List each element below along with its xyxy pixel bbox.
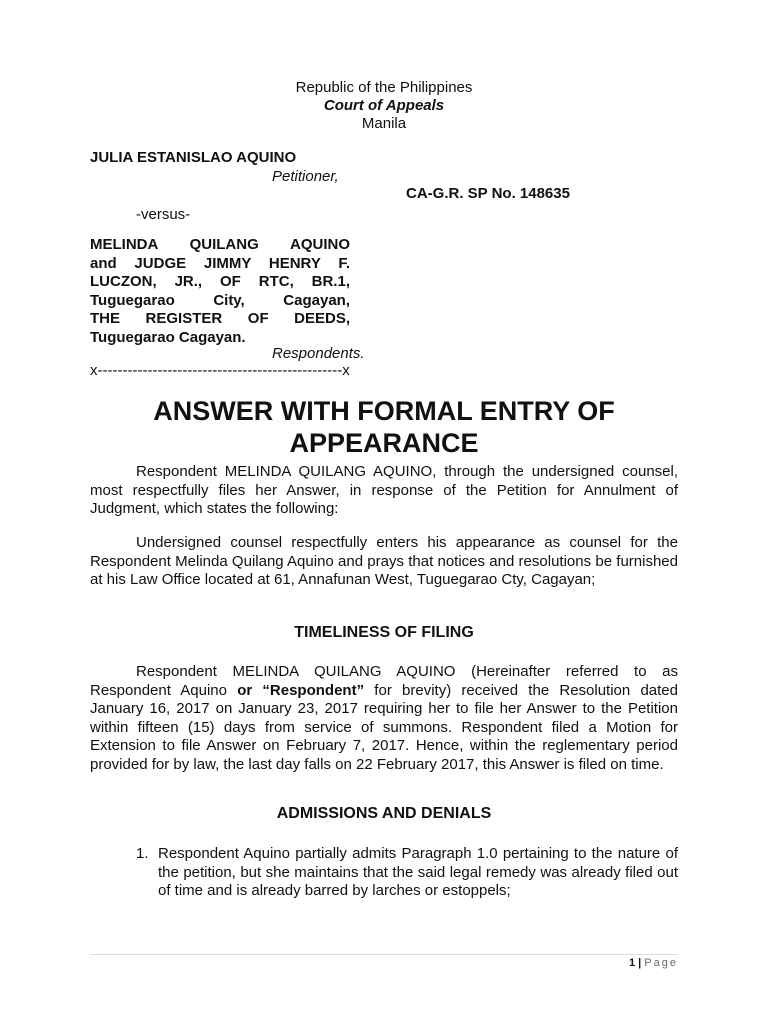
city-line: Manila: [361, 115, 407, 132]
admission-item: [136, 845, 678, 901]
appearance-paragraph: Undersigned counsel respectfully enters his appearance as counsel for the Respondent Melinda Quilang Aquino and prays that notices and resolutions be furnished at his Law Office located at 61, Annafunan West, Tuguegarao Cty, Cagayan;: [90, 534, 678, 589]
timeliness-paragraph: [90, 663, 678, 775]
respondents-role: Respondents.: [272, 345, 365, 362]
respondents-block: [90, 236, 350, 347]
document-title: [0, 395, 768, 459]
title-line-2: APPEARANCE: [289, 428, 479, 458]
timeliness-heading: TIMELINESS OF FILING: [294, 624, 474, 641]
footer-divider: [90, 954, 678, 955]
court-name: Court of Appeals: [323, 97, 445, 114]
page-number: 1: [628, 957, 636, 969]
respondents-line: THE REGISTER OF DEEDS,: [90, 310, 350, 327]
timeliness-text-1: Respondent MELINDA QUILANG AQUINO (Hereinafter referred to as Respondent Aquino: [90, 663, 678, 699]
respondents-line: Tuguegarao Cagayan.: [90, 328, 246, 346]
caption-separator: x-------------------------------------------------x: [90, 362, 350, 379]
respondents-line: MELINDA QUILANG AQUINO: [90, 236, 350, 253]
case-number: CA-G.R. SP No. 148635: [406, 185, 570, 202]
intro-paragraph: Respondent MELINDA QUILANG AQUINO, through the undersigned counsel, most respectfully files her Answer, in response of the Petition for Annulment of Judgment, which states the following:: [90, 463, 678, 518]
page-footer: [0, 956, 678, 970]
admissions-heading: ADMISSIONS AND DENIALS: [276, 805, 492, 822]
timeliness-text-2: for brevity) received the Resolution dated January 16, 2017 on January 23, 2017 requiring her to file her Answer to the Petition within fifteen (15) days from service of summons. Respondent filed a Motion for Extension to file Answer on February 7, 2017. Hence, within the reglementary period provided for by law, the last day falls on 22 February 2017, this Answer is filed on time.: [90, 681, 678, 773]
respondents-line: and JUDGE JIMMY HENRY F.: [90, 254, 350, 272]
admission-item-text: Respondent Aquino partially admits Paragraph 1.0 pertaining to the nature of the petition, but she maintains that the said legal remedy was already filed out of time and is already barred by larches or estoppels;: [158, 845, 678, 900]
page-label: Page: [644, 957, 678, 969]
admission-item-number: 1.: [136, 845, 149, 862]
document-header: [0, 79, 768, 133]
country-line: Republic of the Philippines: [295, 79, 473, 96]
title-line-1: ANSWER WITH FORMAL ENTRY OF: [153, 396, 615, 426]
respondents-line: LUCZON, JR., OF RTC, BR.1,: [90, 273, 350, 290]
respondent-bold-term: or “Respondent”: [237, 681, 365, 699]
petitioner-name: JULIA ESTANISLAO AQUINO: [90, 149, 297, 166]
versus-label: -versus-: [136, 206, 191, 223]
footer-separator: |: [638, 957, 642, 969]
petitioner-role: Petitioner,: [272, 168, 339, 185]
respondents-line: Tuguegarao City, Cagayan,: [90, 291, 350, 309]
